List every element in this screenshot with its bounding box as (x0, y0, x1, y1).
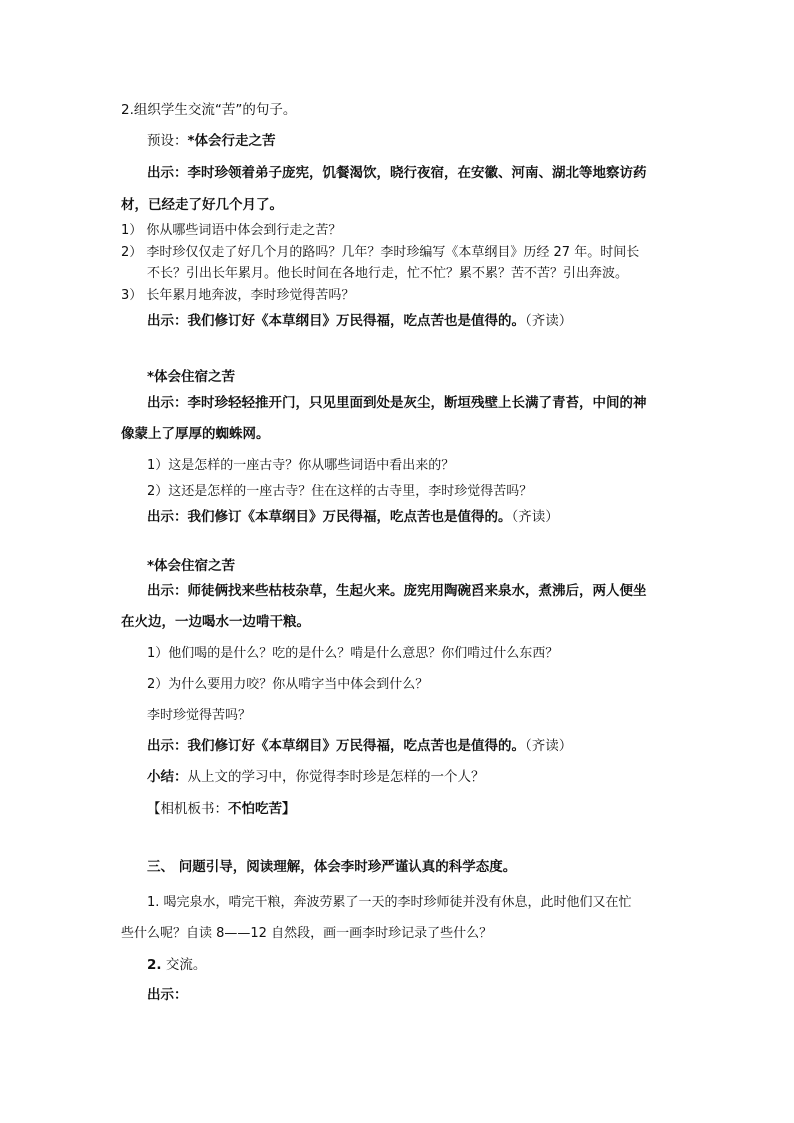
task-2-number: 2. (147, 957, 162, 973)
choral-reading-2 (147, 511, 559, 525)
question-3: 3） 长年累月地奔波，李时珍觉得苦吗？ (121, 288, 355, 303)
quote-walking-line-1: 出示：李时珍领着弟子庞宪，饥餐渴饮，晓行夜宿，在安徽、河南、湖北等地察访药 (147, 165, 647, 181)
hardship-question: 李时珍觉得苦吗？ (147, 708, 252, 723)
lodging-hardship-heading-1: *体会住宿之苦 (147, 369, 236, 385)
question-2-line-2: 不长？引出长年累月。他长时间在各地行走，忙不忙？累不累？苦不苦？引出奔波。 (147, 266, 629, 281)
eating-question-1: 1）他们喝的是什么？吃的是什么？啃是什么意思？你们啃过什么东西？ (147, 646, 559, 661)
section-3-heading: 三、 问题引导，阅读理解，体会李时珍严谨认真的科学态度。 (147, 859, 517, 875)
board-note-keyword: 不怕吃苦】 (228, 801, 296, 817)
board-note-label: 【相机板书： (147, 801, 228, 817)
preset-label: 预设： (147, 133, 188, 149)
preset-line (147, 135, 276, 149)
question-1: 1） 你从哪些词语中体会到行走之苦？ (121, 223, 342, 238)
summary-label: 小结： (147, 769, 188, 785)
choral-reading-note: （齐读） (525, 738, 573, 754)
step-2-heading: 2.组织学生交流“苦”的句子。 (121, 102, 297, 118)
task-1-line-2: 些什么呢？自读 8——12 自然段，画一画李时珍记录了些什么？ (121, 926, 493, 941)
choral-reading-note: （齐读） (525, 313, 573, 329)
board-note (147, 803, 296, 817)
summary-text: 从上文的学习中，你觉得李时珍是怎样的一个人？ (187, 769, 485, 785)
choral-reading-text: 出示：我们修订好《本草纲目》万民得福，吃点苦也是值得的。 (147, 738, 525, 754)
walking-hardship-heading: *体会行走之苦 (187, 133, 276, 149)
lodging-hardship-heading-2: *体会住宿之苦 (147, 558, 236, 574)
summary-line (147, 771, 485, 785)
quote-lodging-line-2: 像蒙上了厚厚的蜘蛛网。 (121, 426, 270, 442)
eating-question-2: 2）为什么要用力咬？你从啃字当中体会到什么？ (147, 677, 429, 692)
choral-reading-text: 出示：我们修订《本草纲目》万民得福，吃点苦也是值得的。 (147, 509, 512, 525)
temple-question-2: 2）这还是怎样的一座古寺？住在这样的古寺里，李时珍觉得苦吗？ (147, 484, 533, 499)
choral-reading-1 (147, 315, 572, 329)
quote-lodging-line-1: 出示：李时珍轻轻推开门，只见里面到处是灰尘，断垣残壁上长满了青苔，中间的神 (147, 395, 647, 411)
quote-walking-line-2: 材，已经走了好几个月了。 (121, 197, 283, 213)
show-label: 出示： (147, 987, 188, 1003)
temple-question-1: 1）这是怎样的一座古寺？你从哪些词语中看出来的？ (147, 458, 455, 473)
task-2-text: 交流。 (161, 957, 207, 973)
quote-eating-line-1: 出示：师徒俩找来些枯枝杂草，生起火来。庞宪用陶碗舀来泉水，煮沸后，两人便坐 (147, 583, 647, 599)
task-1-line-1: 1. 喝完泉水，啃完干粮，奔波劳累了一天的李时珍师徒并没有休息，此时他们又在忙 (147, 895, 632, 910)
choral-reading-text: 出示：我们修订好《本草纲目》万民得福，吃点苦也是值得的。 (147, 313, 525, 329)
task-2-line (147, 959, 206, 973)
question-2-line-1: 2） 李时珍仅仅走了好几个月的路吗？几年？李时珍编写《本草纲目》历经 27 年。时间长 (121, 245, 640, 260)
choral-reading-3 (147, 740, 572, 754)
quote-eating-line-2: 在火边，一边喝水一边啃干粮。 (121, 614, 310, 630)
choral-reading-note: （齐读） (511, 509, 559, 525)
